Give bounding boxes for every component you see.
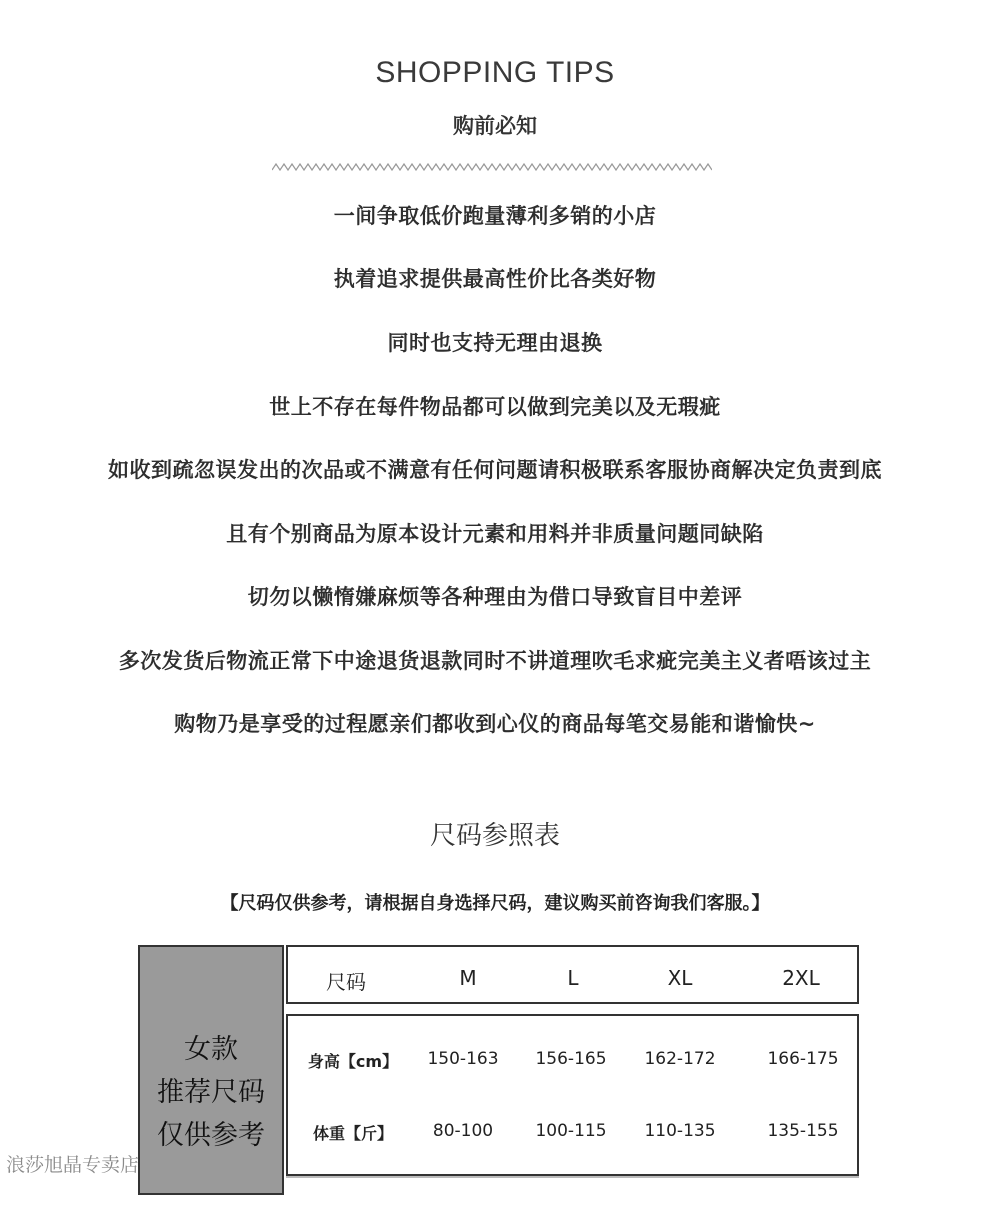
- row-label-height: 身高【cm】: [307, 1052, 399, 1071]
- tip-line-2: 执着追求提供最高性价比各类好物: [333, 267, 657, 291]
- header-2xl: 2XL: [782, 966, 820, 990]
- size-chart-title: 尺码参照表: [429, 821, 560, 851]
- size-chart-body: [286, 1014, 859, 1176]
- height-2xl: 166-175: [767, 1049, 839, 1069]
- tip-line-3: 同时也支持无理由退换: [387, 331, 603, 355]
- store-watermark: 浪莎旭晶专卖店: [6, 1154, 140, 1176]
- header-m: M: [459, 966, 477, 990]
- size-chart-note: 【尺码仅供参考，请根据自身选择尺码，建议购买前咨询我们客服。】: [220, 893, 770, 914]
- tip-line-6: 且有个别商品为原本设计元素和用料并非质量问题同缺陷: [226, 522, 764, 546]
- page-subtitle: 购前必知: [453, 114, 537, 138]
- tip-line-8: 多次发货后物流正常下中途退货退款同时不讲道理吹毛求疵完美主义者唔该过主: [118, 649, 872, 673]
- size-chart-side-label: [138, 1028, 284, 1157]
- side-label-line-1: 女款: [184, 1034, 238, 1065]
- tip-line-1: 一间争取低价跑量薄利多销的小店: [333, 204, 657, 228]
- tip-line-4: 世上不存在每件物品都可以做到完美以及无瑕疵: [269, 395, 721, 419]
- weight-l: 100-115: [535, 1121, 607, 1141]
- side-label-line-2: 推荐尺码: [157, 1077, 265, 1108]
- header-size: 尺码: [326, 970, 366, 994]
- tip-line-7: 切勿以懒惰嫌麻烦等各种理由为借口导致盲目中差评: [247, 585, 743, 609]
- weight-xl: 110-135: [644, 1121, 716, 1141]
- height-m: 150-163: [427, 1049, 499, 1069]
- header-l: L: [567, 966, 579, 990]
- page-title: SHOPPING TIPS: [375, 56, 615, 89]
- height-xl: 162-172: [644, 1049, 716, 1069]
- tip-line-5: 如收到疏忽误发出的次品或不满意有任何问题请积极联系客服协商解决定负责到底: [108, 458, 882, 482]
- row-label-weight: 体重【斤】: [312, 1124, 393, 1143]
- size-chart-next-row: [286, 1176, 859, 1208]
- weight-2xl: 135-155: [767, 1121, 839, 1141]
- wavy-divider: [272, 160, 712, 174]
- tip-line-9: 购物乃是享受的过程愿亲们都收到心仪的商品每笔交易能和谐愉快~: [174, 712, 816, 736]
- header-xl: XL: [667, 966, 693, 990]
- side-label-line-3: 仅供参考: [157, 1120, 265, 1151]
- height-l: 156-165: [535, 1049, 607, 1069]
- weight-m: 80-100: [432, 1121, 494, 1141]
